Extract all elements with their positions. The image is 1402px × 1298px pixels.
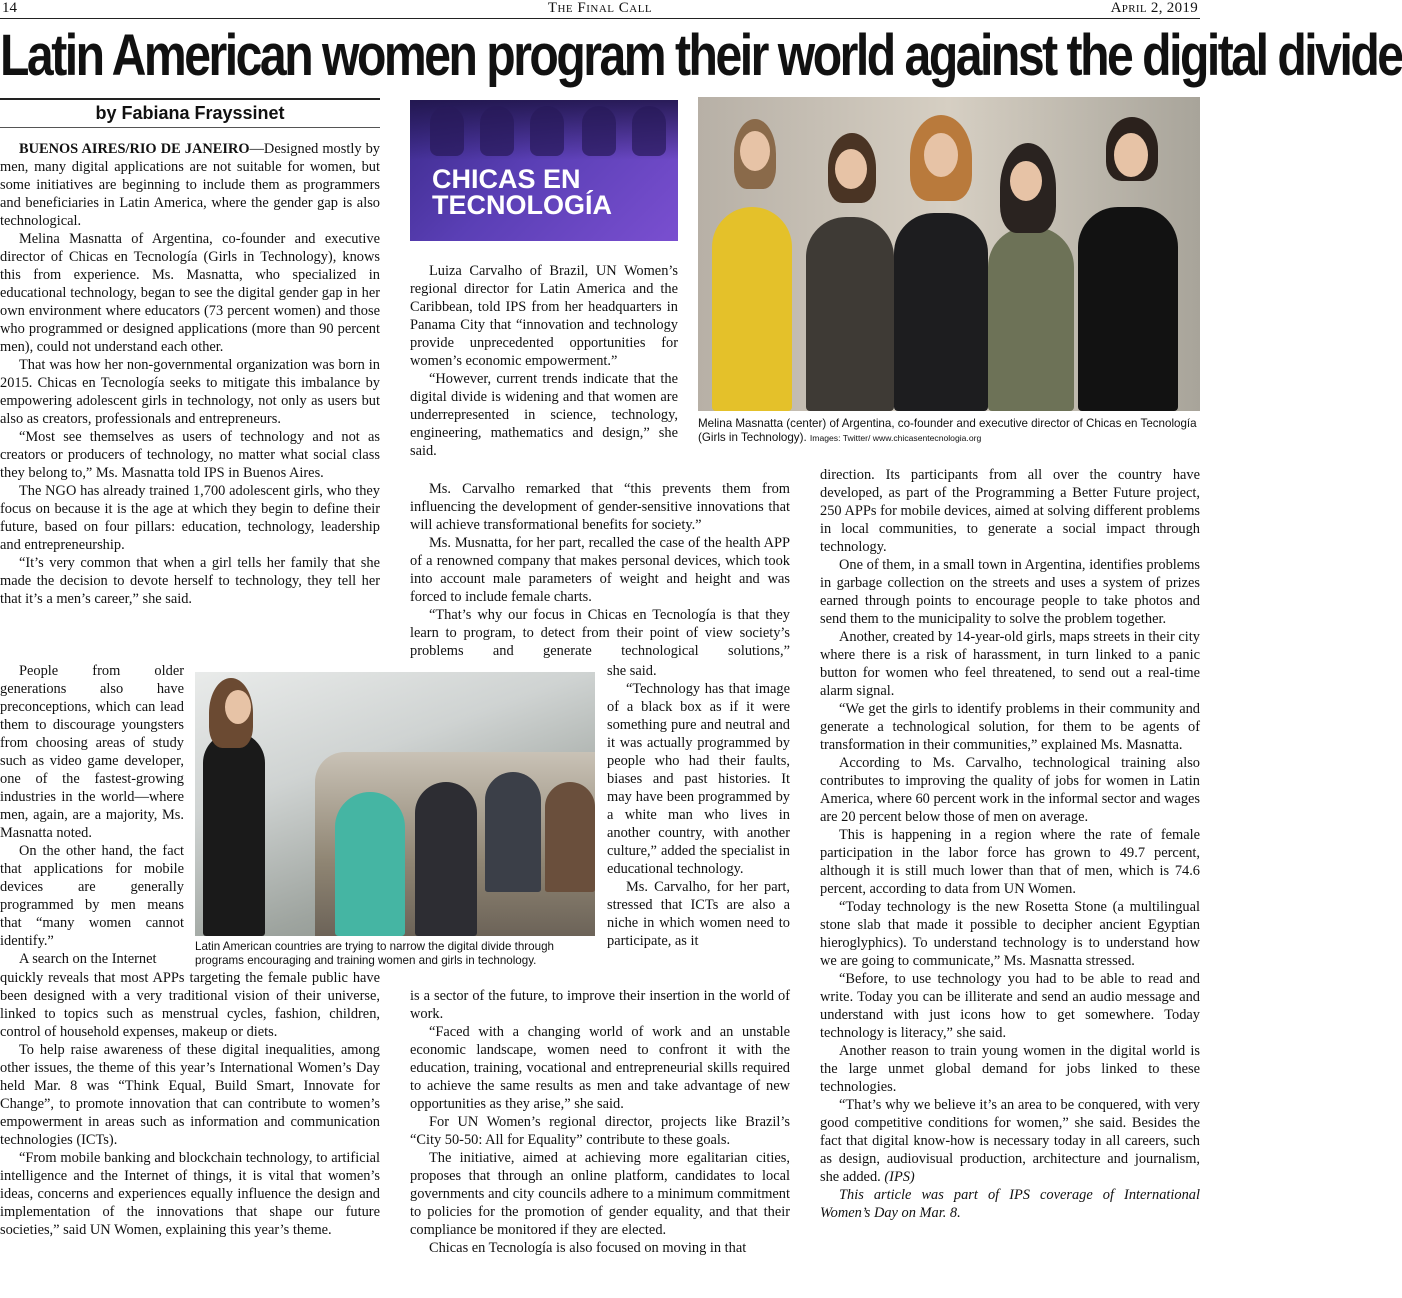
paragraph: Ms. Carvalho, for her part, stressed that ICTs are also a niche in which women need to participate, as it [607,879,790,949]
paragraph: she said. [607,663,657,679]
paragraph: This is happening in a region where the rate of female participation in the labor force has grown to 49.7 percent, although it is still much lower than that of men, which is 74.6 percent, according to data from UN Women. [820,827,1200,897]
person-black [1078,207,1178,411]
face [924,133,958,177]
classroom-photo-caption: Latin American countries are trying to narrow the digital divide through programs encouraging and training women and girls in technology. [195,940,554,967]
paragraph: Ms. Carvalho remarked that “this prevents them from influencing the development of gender-sensitive innovations that will achieve transformational benefits for society.” [410,481,790,533]
paragraph: Melina Masnatta of Argentina, co-founder and executive director of Chicas en Tecnología (Girls in Technology), knows this from experience. Ms. Masnatta, who specialized in educational technology, began to see the digital gender gap in her own environment where educators (73 percent women) and those who programmed or designed applications (more than 90 percent men), could not understand each other. [0,231,380,355]
person-dark-jacket [806,217,894,411]
paragraph: “Before, to use technology you had to be able to read and write. Today you can be illiterate and send an audio message and understand with just icons how to get somewhere. Today technology is literacy,” she said. [820,971,1200,1041]
paragraph: “Most see themselves as users of technology and not as creators or producers of technology, no matter what social class they belong to,” Ms. Masnatta told IPS in Buenos Aires. [0,429,380,481]
publication-name: The Final Call [547,0,653,16]
paragraph: Another reason to train young women in the digital world is the large unmet global demand for jobs linked to these technologies. [820,1043,1200,1095]
group-photo-caption [698,417,1198,445]
byline: by Fabiana Frayssinet [95,103,285,123]
paragraph: “Technology has that image of a black box as if it were something pure and neutral and it was actually programmed by people who had their faults, biases and past histories. It may have been programmed by a white man who lives in another country, with another culture,” added the specialist in educational technology. [607,681,790,877]
attendee [545,782,595,892]
paragraph: “However, current trends indicate that the digital divide is widening and that women are underrepresented in science, technology, engineering, mathematics and design,” she said. [410,371,678,459]
headline: Latin American women program their world against the digital divide [0,23,1402,88]
paragraph: People from older generations also have preconceptions, which can lead them to discourage youngsters from choosing areas of study such as video game developer, one of the fastest-growing industries in the world—where men, again, are a majority, Ms. Masnatta noted. [0,663,184,841]
silhouette [430,106,464,156]
issue-date: April 2, 2019 [1110,0,1198,16]
column-1-narrow [0,662,184,968]
paragraph-text: “That’s why we believe it’s an area to be conquered, with very good competitive conditions for women,” she said. Besides the fact that digital know-how is necessary today in all careers, such as design, audiovisual production, architecture and journalism, she added. [820,1097,1200,1185]
paragraph: Another, created by 14-year-old girls, maps streets in their city where there is a risk of harassment, in turn linked to a panic button for women who feel threatened, to send out a real-time alarm signal. [820,629,1200,699]
paragraph: A search on the Internet [19,951,157,967]
paragraph: “Today technology is the new Rosetta Stone (a multilingual stone slab that made it possible to decipher ancient Egyptian hieroglyphics). To understand technology is to understand how we are going to communicate,” Ms. Masnatta stressed. [820,899,1200,969]
column-2-upper [410,262,678,460]
paragraph: “From mobile banking and blockchain technology, to artificial intelligence and the Internet of things, it is vital that women’s ideas, concerns and experiences equally influence the design and implementation of the innovations that shape our future societies,” said UN Women, explaining this year’s theme. [0,1150,380,1238]
paragraph: quickly reveals that most APPs targeting the female public have been designed with a very traditional vision of their universe, linked to topics such as menstrual cycles, fashion, children, control of household expenses, makeup or diets. [0,970,380,1040]
face [1114,133,1148,177]
classroom-photo [195,672,595,936]
page-number: 14 [2,0,17,16]
paragraph: Chicas en Tecnología is also focused on moving in that [429,1240,747,1256]
paragraph: Luiza Carvalho of Brazil, UN Women’s regional director for Latin America and the Caribbean, told IPS from her headquarters in Panama City that “innovation and technology provide unprecedented opportunities for women’s economic empowerment.” [410,263,678,369]
attendee [415,782,477,936]
column-2-middle [410,480,790,660]
paragraph: One of them, in a small town in Argentina, identifies problems in garbage collection on the streets and uses a system of prizes earned through points to encourage people to take photos and send them to the municipality to solve the problem together. [820,557,1200,627]
silhouette [480,106,514,156]
byline-rule-top [0,98,380,100]
paragraph: Ms. Musnatta, for her part, recalled the case of the health APP of a renowned company that makes personal devices, which took into account male parameters of weight and height and was forced to include female charts. [410,535,790,605]
column-1-upper [0,140,380,608]
page-header [0,0,1200,19]
paragraph: According to Ms. Carvalho, technological training also contributes to improving the quality of jobs for women in Latin America, where 60 percent work in the informal sector and wages are 20 percent below those of men on average. [820,755,1201,825]
caption-text: Melina Masnatta (center) of Argentina, co-founder and executive director of Chicas en Tecnología (Girls in Technology). [698,417,1197,444]
paragraph: “Faced with a changing world of work and an unstable economic landscape, women need to confront it with the education, training, vocational and entrepreneurial skills required to achieve the same results as men and take advantage of new opportunities as they arise,” she said. [410,1024,790,1112]
column-1-lower [0,969,380,1239]
byline-rule-bottom [0,127,380,128]
paragraph: On the other hand, the fact that applications for mobile devices are generally programmed by men means that “many women cannot identify.” [0,843,184,949]
paragraph: “We get the girls to identify problems in their community and generate a technological solution, for them to be agents of transformation in their communities,” explained Ms. Masnatta. [820,701,1200,753]
paragraph: is a sector of the future, to improve their insertion in the world of work. [410,988,790,1022]
paragraph: —Designed mostly by men, many digital applications are not suitable for women, but some initiatives are beginning to include them as programmers and beneficiaries in Latin America, where the gender gap is also technological. [0,141,380,229]
logo-text-line-1: CHICAS EN [432,164,581,194]
paragraph: direction. Its participants from all over the country have developed, as part of the Programming a Better Future project, 250 APPs for mobile devices, aimed at solving different problems in local communities, to generate a social impact through technology. [820,467,1200,555]
column-3 [820,466,1200,1222]
dateline: BUENOS AIRES/RIO DE JANEIRO [19,141,250,157]
group-photo [698,97,1200,411]
silhouette [530,106,564,156]
face [740,131,770,171]
photo-credit: Images: Twitter/ www.chicasentecnologia.org [809,433,982,443]
paragraph: “That’s why our focus in Chicas en Tecnología is that they learn to program, to detect from their point of view society’s problems and generate technological solutions,” [410,607,790,659]
paragraph: The NGO has already trained 1,700 adolescent girls, who they focus on because it is the age at which they begin to define their future, based on four pillars: education, technology, leadership and entrepreneurship. [0,483,380,553]
attendee [485,772,541,892]
attendee [335,792,405,936]
paragraph [820,1096,1200,1186]
paragraph: “It’s very common that when a girl tells her family that she made the decision to devote herself to technology, they tell her that it’s a men’s career,” she said. [0,555,380,607]
face [835,149,867,189]
silhouette [582,106,616,156]
person-olive-jacket [988,227,1074,411]
person-yellow [712,207,792,411]
person-center [894,213,988,411]
paragraph: The initiative, aimed at achieving more egalitarian cities, proposes that through an online platform, candidates to local governments and city councils adhere to a minimum commitment to policies for the promotion of gender equality, and that their compliance be monitored if they are elected. [410,1150,790,1238]
chicas-en-tecnologia-logo-image [410,100,678,241]
editor-note: This article was part of IPS coverage of International Women’s Day on Mar. 8. [820,1187,1200,1221]
paragraph: For UN Women’s regional director, projects like Brazil’s “City 50-50: All for Equality” contribute to these goals. [410,1114,790,1148]
signature: (IPS) [884,1169,915,1185]
speaker [203,732,265,936]
silhouette [632,106,666,156]
paragraph: That was how her non-governmental organization was born in 2015. Chicas en Tecnología seeks to mitigate this imbalance by empowering adolescent girls in technology, not only as users but also as creators, professionals and entrepreneurs. [0,357,380,427]
column-2-lower [410,987,790,1257]
logo-text-line-2: TECNOLOGÍA [432,190,612,220]
face [1010,161,1042,201]
column-2-narrow [607,662,790,950]
logo-text [432,166,672,218]
face [225,690,251,724]
paragraph: To help raise awareness of these digital inequalities, among other issues, the theme of this year’s International Women’s Day held Mar. 8 was “Think Equal, Build Smart, Innovate for Change”, to promote innovation that can contribute to women’s empowerment in areas such as information and communication technologies (ICTs). [0,1042,380,1148]
